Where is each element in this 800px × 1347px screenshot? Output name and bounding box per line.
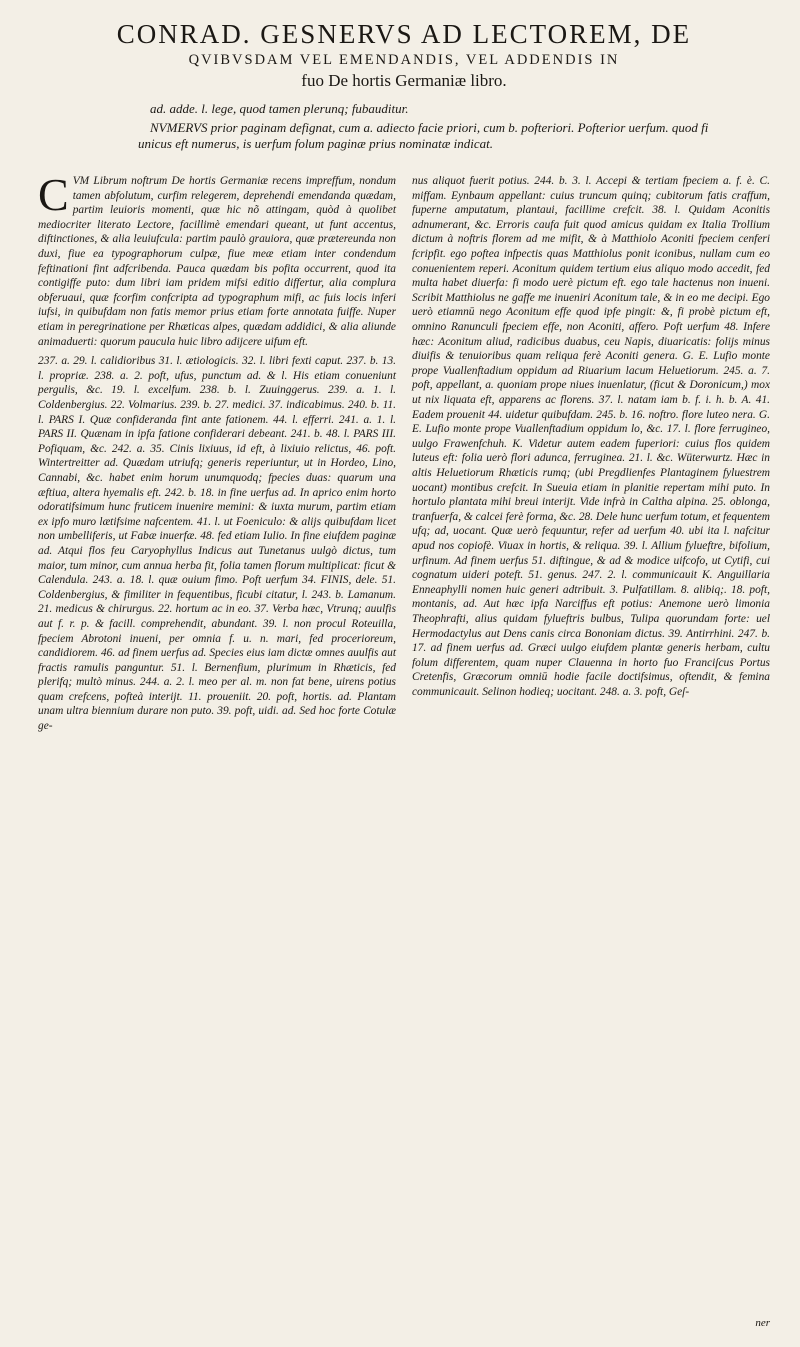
left-paragraph-text: VM Librum noftrum De hortis Germaniæ recens impreffum, nondum tamen abfolutum, curfim relegerem, deprehendi emendanda quædam, partim leuioris momenti, quæ hic nõ attingam, quòd à quolibet mediocriter literato Lectore, facillimè emendari queant, ut funt accentus, diftinctiones, & alia leuiufcula: partim paulò grauiora, quæ prætereunda non duxi, fiue ea typographorum culpæ, fiue meæ etiam inter condendum feftinationi fint adfcribenda. Pauca quædam bis pofita occurrent, quod ita contigiffe puto: dum libri iam pridem mifsi editio differtur, alia complura obferuaui, quæ fcorfim confcripta ad typographum mifi, ac fuis locis inferi iufsi, in quibufdam non fatis memor prius etiam forte annotata fuiffe. Nuper etiam in peregrinatione per Rhæticas alpes, quædam addidici, & alia aliunde animaduerti: quorum paucula huic libro adijcere uifum eft. xyxy=(38,175,396,348)
left-paragraph: 237. a. 29. l. calidioribus 31. l. ætiologicis. 32. l. libri fexti caput. 237. b. 13. l. propriæ. 238. a. 2. poft, ufus, punctum ad. & l. His etiam conueniunt pergulis, &c. 19. l. excelfum. 238. b. l. Zuuinggerus. 239. a. 1. l. Coldenbergius. 22. Volmarius. 239. b. 27. medici. 37. indicabimus. 240. b. 11. l. PARS I. Quæ confideranda fint ante fationem. 44. l. efferri. 241. a. 1. l. PARS II. Quænam in ipfa fatione confiderari debeant. 241. b. 48. l. PARS III. Pofiquam, &c. 242. a. 35. Cinis lixiuus, id eft, à lixiuio relictus, 46. poft. Wintertreitter ad. Quædam utriufq; generis reperiuntur, ut in Hordeo, Lino, Cannabi, &c. habet enim horum unumquodq; fpecies duas: quarum una æftiua, altera hyemalis eft. 242. b. 18. in fine uerfus ad. In aprico enim horto odoratifsimum hunc fruticem inuenire memini: & iuxta murum, partim etiam ex ipfo muro lætifsime nafcentem. 41. l. ut Foeniculo: & alijs quibufdam licet non umbelliferis, ut Fabæ inuerfæ. 48. fed etiam Iulio. In fine eiufdem paginæ ad. Atqui flos feu Caryophyllus Indicus aut Tunetanus uulgò dictus, tum maior, tum minor, cum annua herba fit, folia tamen florum multiplicat: ficut & Calendula. 243. a. 18. l. quæ ouium fimo. Poft uerfum 34. FINIS, dele. 51. Coldenbergius, & fimiliter in fequentibus, ficubi citatur, l. 243. b. Lamanum. 21. medicus & chirurgus. 22. hortum ac in eo. 37. Verba hæc, Vtrunq; auulfis aut f. r. p. & facill. comprehendit, abundant. 39. l. non procul Roteuilla, fpeciem Abrotoni inueni, per omnia f. u. n. mari, fed procerioreum, candidiorem. 46. ad finem uerfus ad. Species eius iam dictæ omnes auulfis aut fractis ramulis panguntur. 51. l. Bernenfium, plurimum in Rhæticis, fed plerifq; multò minus. 244. a. 2. l. meo per al. m. non fat bene, uirens potius quam crefcens, pofteà interijt. 11. proueniit. 20. poft, hortis. ad. Plantam unam ultra biennium durare non puto. 39. poft, uidi. ad. Sed hoc forte Cotulæ ge- xyxy=(38,355,396,733)
right-paragraph: nus aliquot fuerit potius. 244. b. 3. l. Accepi & tertiam fpeciem a. f. è. C. miffam. Eynbaum appellant: cuius truncum quinq; cubitorum fatis craffum, fuperne amputatum, plantaui, facillime crefcit. 38. l. Quidam Aconitis adnumerant, &c. Erroris caufa fuit quod amicus quidam ex Italia Trollium dictum à noftris florem ad me mifit, & à Matthiolo Aconiti fpeciem cenferi fcripfit. ego poftea infpectis quas Matthiolus ponit iconibus, nullam cum eo conuenientem reperi. Aconitum quidem tertium eius aliquo modo accedit, fed multa habet diuerfa: fi modo uerè pictum eft. ego tale hactenus non inueni. Scribit Matthiolus ne gaffe me inueniri Aconitum tale, & in eo me decipi. Ego uerò etiamnū nego Aconitum effe quod ipfe pingit: &, fi probè pictum eft, omnino Ranunculi fpeciem effe, non Aconiti, affero. Poft uerfum 48. Infere hæc: Aconitum aliud, radicibus duabus, ceu Napis, diuaricatis: folijs minus diuifis & tenuioribus quam reliqua ferè Aconiti genera. G. E. Lufio monte prope Vuallenftadium oppidum ad Riuarium lacum Heluetiorum. 245. a. 7. poft, appellant, a. quoniam prope niues inuenlatur, (ficut & Doronicum,) mox ut nix liquata eft, apparens ac florens. 37. l. natam iam b. f. i. h. b. A. 41. Eadem prouenit 44. uidetur quibufdam. 245. b. 16. noftro. flore luteo nera. G. E. Lufio monte prope Vuallenftadium oppidum lo, &c. 17. l. flore ferrugineo, uulgo Frawenfchuh. K. Videtur autem eadem fuperiori: cuius flos quidem luteus eft: folia uerò flori adunca, ferruginea. 21. l. &c. Wüterwurtz. Hæc in altis Heluetiorum Rhæticis rumq; (ubi Pregdlienfes Plantaginem fyluestrem uocant) montibus crefcit. In Sueuia etiam in planitie repertam mihi puto. In hortulo plantata mihi breui interijt. Vide infrà in Caltha alpina. 25. oblonga, tranfuerfa, & calcei ferè forma, &c. 28. Dele hunc uerfum totum, et fequentem ufq; ad, uocant. Quæ uerò fequuntur, refer ad uerfum 40. ubi ita l. nafcitur apud nos copiofè. Viuax in hortis, & reliqua. 39. l. Allium fylueftre, bifolium, urfinum. Ad finem uerfus 51. diftingue, & ad & modice uifcofo, ut Cytifi, cui cognatum uideri poteft. 51. genus. 247. 2. l. communicauit K. Anguillaria Enneaphylli nomen huic generi adtribuit. 3. Pulfatillam. 8. alibiq;. 18. poft, montanis, ad. Aut hæc ipfa Narciffus eft potius: Anemone uerò limonia Theophrafti, alius quidam fylueftris bulbus, Tulipa quorundam forte: uel Hermodactylus aut Dens canis circa Bononiam dictus. 39. Antirrhini. 247. b. 17. ad finem uerfus ad. Græci uulgo eiufdem plantæ generis herbam, cultu folum differentem, quam nuper Clauenna in horto fuo Franciſcus Portus Cretenfis, Græcorum omniū hodie facile doctifsimus, oftendit, & femina communicauit. Selinon hodieq; uocitant. 248. a. 3. poft, Geſ- xyxy=(412,175,770,698)
errata-note: ad. adde. l. lege, quod tamen plerunq; fubauditur. xyxy=(150,101,409,117)
page-title: CONRAD. GESNERVS AD LECTOREM, DE xyxy=(116,19,692,49)
text-columns xyxy=(38,169,770,739)
errata-note: NVMERVS prior paginam defignat, cum a. adiecto facie priori, cum b. pofteriori. Pofterior uerfum. quod fi unicus eft numerus, is uerfum folum paginæ prius nominatæ indicat. xyxy=(138,119,709,151)
errata-notes xyxy=(38,101,770,152)
left-paragraph xyxy=(38,169,396,349)
drop-cap: C xyxy=(38,169,69,221)
left-column xyxy=(38,169,396,739)
catchword: ner xyxy=(755,1317,770,1329)
page-subtitle-2: fuo De hortis Germaniæ libro. xyxy=(301,71,507,91)
page-subtitle: QVIBVSDAM VEL EMENDANDIS, VEL ADDENDIS IN xyxy=(188,52,620,69)
right-column xyxy=(412,174,770,739)
